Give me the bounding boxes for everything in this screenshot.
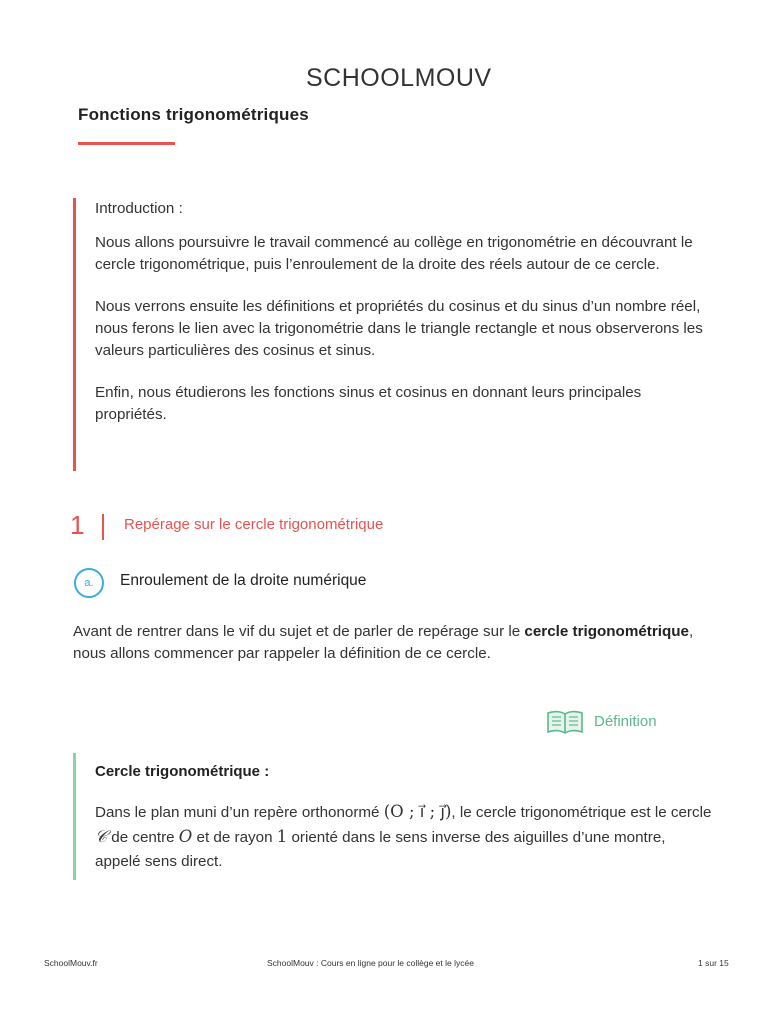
body-text: , nous allons commencer par rappeler la définition de ce cercle. bbox=[73, 623, 694, 662]
body-bold-term: cercle trigonométrique bbox=[524, 623, 689, 640]
section-number: 1 bbox=[70, 510, 85, 540]
definition-label: Définition bbox=[594, 713, 657, 730]
body-text: Avant de rentrer dans le vif du sujet et de parler de repérage sur le bbox=[73, 623, 525, 640]
title-underline bbox=[78, 142, 175, 145]
footer-page-number: 1 sur 15 bbox=[698, 958, 729, 968]
intro-paragraph: Nous allons poursuivre le travail commencé au collège en trigonométrie en découvrant le cercle trigonométrique, puis l’enroulement de la droite des réels autour de ce cercle. bbox=[95, 234, 693, 273]
open-book-icon bbox=[545, 707, 585, 737]
subsection-title: Enroulement de la droite numérique bbox=[120, 572, 367, 589]
math-frame: (O ; i⃗ ; j⃗) bbox=[383, 802, 452, 821]
intro-paragraph: Nous verrons ensuite les définitions et propriétés du cosinus et du sinus d’un nombre réel, nous ferons le lien avec la trigonométrie dans le triangle rectangle et nous observerons les valeurs particulières des cosinus et sinus. bbox=[95, 298, 703, 359]
math-radius: 1 bbox=[276, 827, 288, 846]
footer-site: SchoolMouv.fr bbox=[44, 958, 98, 968]
footer-tagline: SchoolMouv : Cours en ligne pour le collège et le lycée bbox=[267, 958, 474, 968]
logo-wordmark: SCHOOLMOUV bbox=[306, 63, 492, 92]
body-paragraph bbox=[73, 621, 713, 665]
definition-text: et de rayon bbox=[192, 829, 277, 846]
intro-accent-bar bbox=[73, 198, 76, 471]
intro-label: Introduction : bbox=[95, 200, 183, 217]
definition-accent-bar bbox=[73, 753, 76, 880]
schoolmouv-logo bbox=[298, 52, 492, 104]
intro-paragraph: Enfin, nous étudierons les fonctions sinus et cosinus en donnant leurs principales propriétés. bbox=[95, 384, 642, 423]
definition-text: Dans le plan muni d’un repère orthonormé bbox=[95, 804, 384, 821]
definition-text: orienté dans le sens inverse des aiguilles d’une montre, appelé sens direct. bbox=[95, 829, 666, 870]
definition-text: de centre bbox=[107, 829, 179, 846]
page-title: Fonctions trigonométriques bbox=[78, 105, 309, 124]
definition-body bbox=[95, 800, 715, 874]
definition-title: Cercle trigonométrique : bbox=[95, 763, 270, 780]
math-center: O bbox=[178, 827, 193, 846]
math-circle-symbol: 𝒞 bbox=[95, 827, 108, 846]
definition-text: , le cercle trigonométrique est le cercle bbox=[451, 804, 712, 821]
intro-box bbox=[95, 198, 715, 446]
section-title: Repérage sur le cercle trigonométrique bbox=[124, 516, 384, 533]
subsection-badge: a. bbox=[74, 568, 104, 598]
section-separator bbox=[102, 514, 104, 540]
